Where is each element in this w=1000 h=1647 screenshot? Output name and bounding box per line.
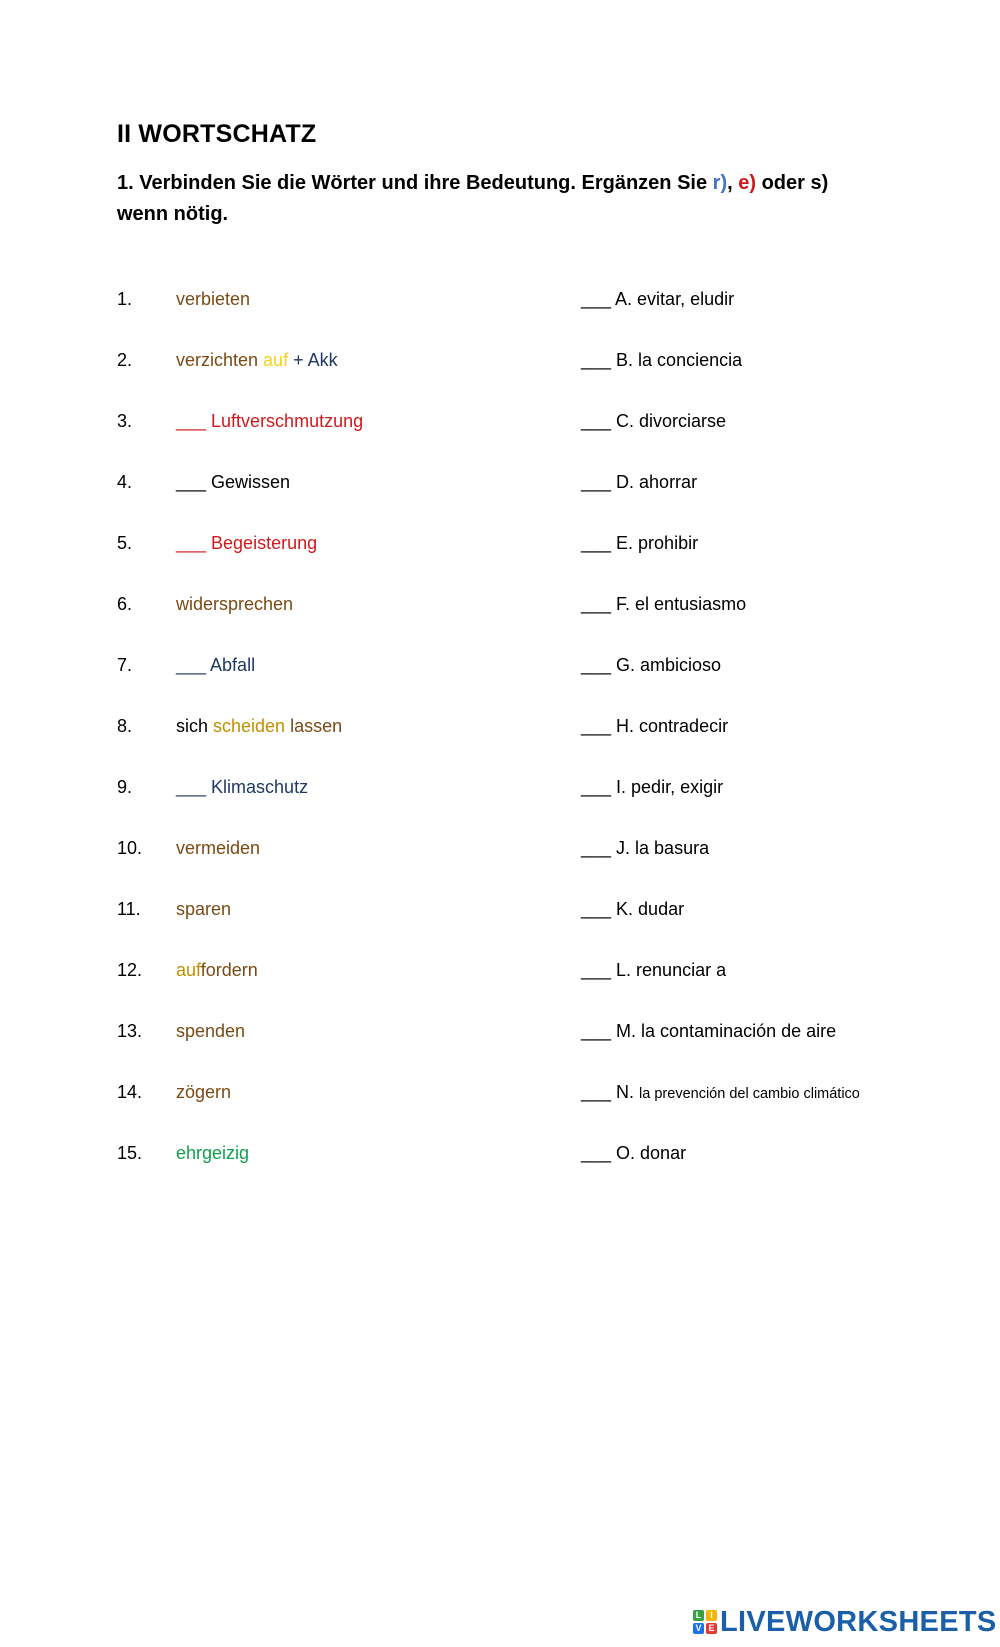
row-number: 4. (117, 472, 133, 492)
row-number: 5. (117, 533, 133, 553)
exercise-row (0, 838, 1000, 868)
exercise-row (0, 716, 1000, 746)
german-term (176, 594, 293, 615)
term-part: auf (176, 960, 201, 980)
term-part: sparen (176, 899, 232, 919)
spanish-meaning: ___ K. dudar (581, 899, 685, 919)
german-term (176, 1021, 245, 1042)
term-part: sich (176, 716, 214, 736)
row-number: 2. (117, 350, 133, 370)
exercise-row (0, 411, 1000, 441)
logo-letter: I (706, 1610, 717, 1621)
spanish-meaning: ___ B. la conciencia (581, 350, 743, 370)
row-number: 7. (117, 655, 133, 675)
term-part: ehrgeizig (176, 1143, 250, 1163)
exercise-row (0, 777, 1000, 807)
german-term (176, 960, 258, 981)
german-term (176, 533, 317, 554)
exercise-row (0, 289, 1000, 319)
exercise-row (0, 1021, 1000, 1051)
instruction-line2: wenn nötig. (117, 203, 229, 225)
term-part: zögern (176, 1082, 232, 1102)
term-part: ___ Gewissen (176, 472, 291, 492)
logo-text: LIVEWORKSHEETS (720, 1605, 997, 1638)
spanish-meaning: ___ A. evitar, eludir (581, 289, 735, 309)
spanish-meaning: ___ O. donar (581, 1143, 687, 1163)
term-part: + (288, 350, 308, 370)
liveworksheets-logo (693, 1606, 997, 1638)
exercise-row (0, 899, 1000, 929)
logo-icon (693, 1610, 717, 1634)
row-number: 3. (117, 411, 133, 431)
spanish-meaning: ___ J. la basura (581, 838, 710, 858)
instruction-part2: oder s) (756, 172, 829, 194)
page-title: II WORTSCHATZ (117, 120, 317, 148)
spanish-meaning: ___ I. pedir, exigir (581, 777, 724, 797)
term-part: vermeiden (176, 838, 261, 858)
row-number: 1. (117, 289, 133, 309)
term-part: ___ Luftverschmutzung (176, 411, 364, 431)
term-part: scheiden (213, 716, 286, 736)
german-term (176, 777, 308, 798)
spanish-meaning: ___ H. contradecir (581, 716, 729, 736)
row-number: 15. (117, 1143, 143, 1163)
exercise-row (0, 655, 1000, 685)
german-term (176, 289, 250, 310)
german-term (176, 411, 363, 432)
german-term (176, 350, 338, 371)
german-term (176, 472, 290, 493)
term-part: auf (263, 350, 289, 370)
term-part: Akk (307, 350, 338, 370)
row-number: 6. (117, 594, 133, 614)
german-term (176, 1082, 231, 1103)
term-part: widersprechen (176, 594, 294, 614)
meaning-small: la prevención del cambio climático (639, 1086, 860, 1102)
meaning-prefix: ___ N. (581, 1082, 640, 1102)
exercise-row (0, 350, 1000, 380)
logo-letter: V (693, 1623, 704, 1634)
exercise-row (0, 533, 1000, 563)
logo-letter: E (706, 1623, 717, 1634)
row-number: 14. (117, 1082, 143, 1102)
instruction-text (117, 168, 897, 230)
spanish-meaning: ___ F. el entusiasmo (581, 594, 747, 614)
spanish-meaning (581, 1082, 860, 1103)
exercise-row (0, 960, 1000, 990)
german-term (176, 716, 342, 737)
term-part: verbieten (176, 289, 251, 309)
spanish-meaning: ___ C. divorciarse (581, 411, 727, 431)
term-part: ___ Klimaschutz (176, 777, 309, 797)
spanish-meaning: ___ E. prohibir (581, 533, 699, 553)
term-part: spenden (176, 1021, 246, 1041)
logo-letter: L (693, 1610, 704, 1621)
term-part: ___ Begeisterung (176, 533, 318, 553)
row-number: 10. (117, 838, 143, 858)
row-number: 9. (117, 777, 133, 797)
term-part: verzichten (176, 350, 264, 370)
row-number: 11. (117, 899, 141, 919)
row-number: 13. (117, 1021, 143, 1041)
spanish-meaning: ___ L. renunciar a (581, 960, 727, 980)
german-term (176, 838, 260, 859)
instruction-r: r) (712, 172, 728, 194)
exercise-row (0, 594, 1000, 624)
row-number: 12. (117, 960, 143, 980)
exercise-row (0, 1082, 1000, 1112)
exercise-row (0, 472, 1000, 502)
spanish-meaning: ___ M. la contaminación de aire (581, 1021, 837, 1041)
german-term (176, 655, 255, 676)
german-term (176, 899, 231, 920)
spanish-meaning: ___ G. ambicioso (581, 655, 722, 675)
german-term (176, 1143, 249, 1164)
instruction-comma: , (727, 172, 739, 194)
exercise-row (0, 1143, 1000, 1173)
term-part: fordern (200, 960, 258, 980)
instruction-part1: 1. Verbinden Sie die Wörter und ihre Bedeutung. Ergänzen Sie (117, 172, 713, 194)
instruction-e: e) (738, 172, 757, 194)
spanish-meaning: ___ D. ahorrar (581, 472, 698, 492)
term-part: lassen (285, 716, 343, 736)
term-part: ___ Abfall (176, 655, 256, 675)
row-number: 8. (117, 716, 133, 736)
